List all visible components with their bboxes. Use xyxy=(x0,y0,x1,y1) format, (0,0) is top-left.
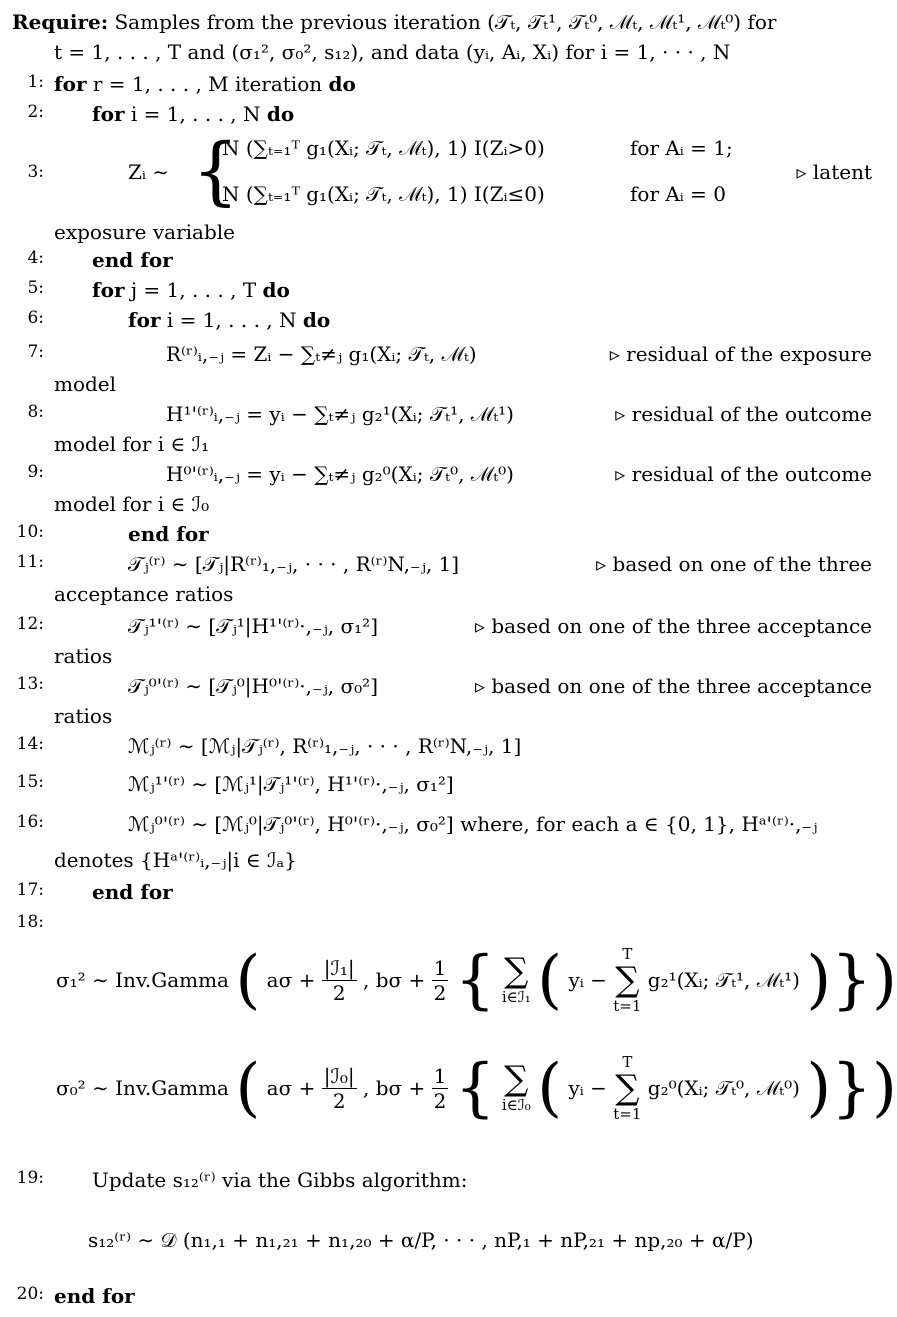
sigma1-b: , bσ + xyxy=(362,968,426,992)
right-paren: ) xyxy=(806,1051,832,1125)
sigma0-b: , bσ + xyxy=(362,1076,426,1100)
sum-symbol: ∑ xyxy=(504,1059,529,1099)
line-text: j = 1, . . . , T xyxy=(124,278,263,302)
sum-bot: t=1 xyxy=(613,1105,642,1123)
half-fraction xyxy=(432,956,449,1005)
sigma1-equation xyxy=(56,945,897,1015)
wrap-text: model for i ∈ ℐ₀ xyxy=(54,492,210,516)
comment: ▹ residual of the outcome xyxy=(615,402,872,426)
sum-symbol: ∑ xyxy=(504,951,529,991)
sum-symbol: ∑ xyxy=(615,960,640,1000)
require-label: Require: xyxy=(12,10,109,34)
keyword: do xyxy=(328,72,356,96)
left-brace: { xyxy=(192,128,240,214)
comment: ▹ residual of the exposure xyxy=(609,342,872,366)
sum-inner xyxy=(613,1053,641,1123)
left-paren: ( xyxy=(235,1051,261,1125)
line-number: 12: xyxy=(16,614,44,634)
line-number: 5: xyxy=(27,278,44,298)
left-paren: ( xyxy=(235,943,261,1017)
case-1-condition: for Aᵢ = 1; xyxy=(630,136,733,160)
numerator: 1 xyxy=(433,1063,447,1088)
line-number: 1: xyxy=(27,72,44,92)
line-number: 19: xyxy=(16,1168,44,1188)
sigma0-lhs: σ₀² ∼ Inv.Gamma xyxy=(56,1076,229,1100)
require-text-1: Samples from the previous iteration (𝒯ₜ, 𝒯ₜ¹, 𝒯ₜ⁰, ℳₜ, ℳₜ¹, ℳₜ⁰) for xyxy=(114,10,777,34)
keyword: do xyxy=(266,102,295,126)
keyword: for xyxy=(54,72,87,96)
algo-line-3 xyxy=(0,130,884,230)
keyword: end for xyxy=(92,248,173,272)
sigma0-equation xyxy=(56,1053,897,1123)
line-text: i = 1, . . . , N xyxy=(160,308,303,332)
right-paren: ) xyxy=(806,943,832,1017)
half-fraction xyxy=(432,1064,449,1113)
require-text-2: t = 1, . . . , T and (σ₁², σ₀², s₁₂), and data (yᵢ, Aᵢ, Xᵢ) for i = 1, · · · , N xyxy=(54,40,731,64)
sigma0-y: yᵢ − xyxy=(568,1076,607,1100)
sum-top: T xyxy=(622,1053,633,1071)
case-2: N (∑ₜ₌₁ᵀ g₁(Xᵢ; 𝒯ₜ, ℳₜ), 1) I(Zᵢ≤0) xyxy=(222,182,545,206)
latent-lhs: Zᵢ ∼ xyxy=(128,160,170,184)
line-number: 4: xyxy=(27,248,44,268)
comment: ▹ based on one of the three xyxy=(596,552,872,576)
wrap-text: acceptance ratios xyxy=(54,582,234,606)
wrap-text: ratios xyxy=(54,644,113,668)
sigma1-g: g₂¹(Xᵢ; 𝒯ₜ¹, ℳₜ¹) xyxy=(647,968,800,992)
line-text: H¹'⁽ʳ⁾ᵢ,₋ⱼ = yᵢ − ∑ₜ≠ⱼ g₂¹(Xᵢ; 𝒯ₜ¹, ℳₜ¹) xyxy=(166,402,514,426)
dirichlet-equation: s₁₂⁽ʳ⁾ ∼ 𝒟 (n₁,₁ + n₁,₂₁ + n₁,₂₀ + α/P, · · · , nP,₁ + nP,₂₁ + np,₂₀ + α/P) xyxy=(88,1228,754,1252)
sum-bot: t=1 xyxy=(613,997,642,1015)
sigma1-lhs: σ₁² ∼ Inv.Gamma xyxy=(56,968,229,992)
comment: ▹ latent xyxy=(796,160,872,184)
numerator: |ℐ₁| xyxy=(323,955,355,980)
keyword: do xyxy=(262,278,290,302)
sum-symbol: ∑ xyxy=(615,1068,640,1108)
line-number: 15: xyxy=(16,772,44,792)
sigma0-g: g₂⁰(Xᵢ; 𝒯ₜ⁰, ℳₜ⁰) xyxy=(647,1076,800,1100)
line-number: 14: xyxy=(16,734,44,754)
denominator: 2 xyxy=(433,980,447,1005)
sum-inner xyxy=(613,945,641,1015)
right-brace: } xyxy=(831,943,872,1017)
line-text: ℳⱼ¹'⁽ʳ⁾ ∼ [ℳⱼ¹|𝒯ⱼ¹'⁽ʳ⁾, H¹'⁽ʳ⁾·,₋ⱼ, σ₁²] xyxy=(128,772,454,796)
keyword: for xyxy=(92,102,125,126)
keyword: end for xyxy=(54,1284,135,1308)
line-text: 𝒯ⱼ¹'⁽ʳ⁾ ∼ [𝒯ⱼ¹|H¹'⁽ʳ⁾·,₋ⱼ, σ₁²] xyxy=(128,614,379,638)
wrap-text: model xyxy=(54,372,117,396)
right-brace: } xyxy=(831,1051,872,1125)
line-number: 8: xyxy=(27,402,44,422)
line-number: 3: xyxy=(27,162,44,182)
wrap-text: model for i ∈ ℐ₁ xyxy=(54,432,210,456)
case-2-condition: for Aᵢ = 0 xyxy=(630,182,727,206)
wrap-text: denotes {Hᵃ'⁽ʳ⁾ᵢ,₋ⱼ|i ∈ ℐₐ} xyxy=(54,848,297,872)
sigma0-a: aσ + xyxy=(266,1076,316,1100)
denominator: 2 xyxy=(332,980,346,1005)
sum-outer xyxy=(501,951,531,1006)
line-number: 16: xyxy=(16,812,44,832)
wrap-text: ratios xyxy=(54,704,113,728)
comment: ▹ residual of the outcome xyxy=(615,462,872,486)
left-paren: ( xyxy=(537,943,563,1017)
sigma1-fraction xyxy=(322,956,357,1005)
line-number: 10: xyxy=(16,522,44,542)
denominator: 2 xyxy=(332,1088,346,1113)
comment: ▹ based on one of the three acceptance xyxy=(474,614,872,638)
line-number: 20: xyxy=(16,1284,44,1304)
keyword: for xyxy=(92,278,125,302)
sum-sub: i∈ℐ₁ xyxy=(501,988,531,1006)
right-paren: ) xyxy=(871,1051,897,1125)
line-number: 2: xyxy=(27,102,44,122)
numerator: |ℐ₀| xyxy=(323,1063,355,1088)
left-brace: { xyxy=(454,943,496,1017)
line-number: 9: xyxy=(27,462,44,482)
line-text: i = 1, . . . , N xyxy=(124,102,267,126)
sigma1-y: yᵢ − xyxy=(568,968,607,992)
line-number: 6: xyxy=(27,308,44,328)
sum-top: T xyxy=(622,945,633,963)
line-text: ℳⱼ⁰'⁽ʳ⁾ ∼ [ℳⱼ⁰|𝒯ⱼ⁰'⁽ʳ⁾, H⁰'⁽ʳ⁾·,₋ⱼ, σ₀²] where, for each a ∈ {0, 1}, Hᵃ'⁽ʳ⁾·,₋ⱼ xyxy=(128,812,818,836)
line-text: 𝒯ⱼ⁰'⁽ʳ⁾ ∼ [𝒯ⱼ⁰|H⁰'⁽ʳ⁾·,₋ⱼ, σ₀²] xyxy=(128,674,379,698)
line-number: 13: xyxy=(16,674,44,694)
case-1: N (∑ₜ₌₁ᵀ g₁(Xᵢ; 𝒯ₜ, ℳₜ), 1) I(Zᵢ>0) xyxy=(222,136,545,160)
sum-outer xyxy=(501,1059,531,1114)
line-number: 17: xyxy=(16,880,44,900)
line-text: R⁽ʳ⁾ᵢ,₋ⱼ = Zᵢ − ∑ₜ≠ⱼ g₁(Xᵢ; 𝒯ₜ, ℳₜ) xyxy=(166,342,477,366)
line-text: H⁰'⁽ʳ⁾ᵢ,₋ⱼ = yᵢ − ∑ₜ≠ⱼ g₂⁰(Xᵢ; 𝒯ₜ⁰, ℳₜ⁰) xyxy=(166,462,514,486)
line-number: 11: xyxy=(16,552,44,572)
sigma0-fraction xyxy=(322,1064,357,1113)
numerator: 1 xyxy=(433,955,447,980)
wrap-text: exposure variable xyxy=(54,220,235,244)
line-number: 7: xyxy=(27,342,44,362)
line-text: 𝒯ⱼ⁽ʳ⁾ ∼ [𝒯ⱼ|R⁽ʳ⁾₁,₋ⱼ, · · · , R⁽ʳ⁾N,₋ⱼ, 1] xyxy=(128,552,460,576)
line-text: ℳⱼ⁽ʳ⁾ ∼ [ℳⱼ|𝒯ⱼ⁽ʳ⁾, R⁽ʳ⁾₁,₋ⱼ, · · · , R⁽ʳ⁾N,₋ⱼ, 1] xyxy=(128,734,522,758)
line-number: 18: xyxy=(16,912,44,932)
denominator: 2 xyxy=(433,1088,447,1113)
right-paren: ) xyxy=(871,943,897,1017)
comment: ▹ based on one of the three acceptance xyxy=(474,674,872,698)
sum-sub: i∈ℐ₀ xyxy=(501,1096,531,1114)
keyword: end for xyxy=(128,522,209,546)
keyword: end for xyxy=(92,880,173,904)
keyword: for xyxy=(128,308,161,332)
left-brace: { xyxy=(454,1051,496,1125)
line-text: Update s₁₂⁽ʳ⁾ via the Gibbs algorithm: xyxy=(92,1168,468,1192)
keyword: do xyxy=(302,308,331,332)
line-text: r = 1, . . . , M iteration xyxy=(86,72,329,96)
sigma1-a: aσ + xyxy=(266,968,316,992)
left-paren: ( xyxy=(537,1051,563,1125)
